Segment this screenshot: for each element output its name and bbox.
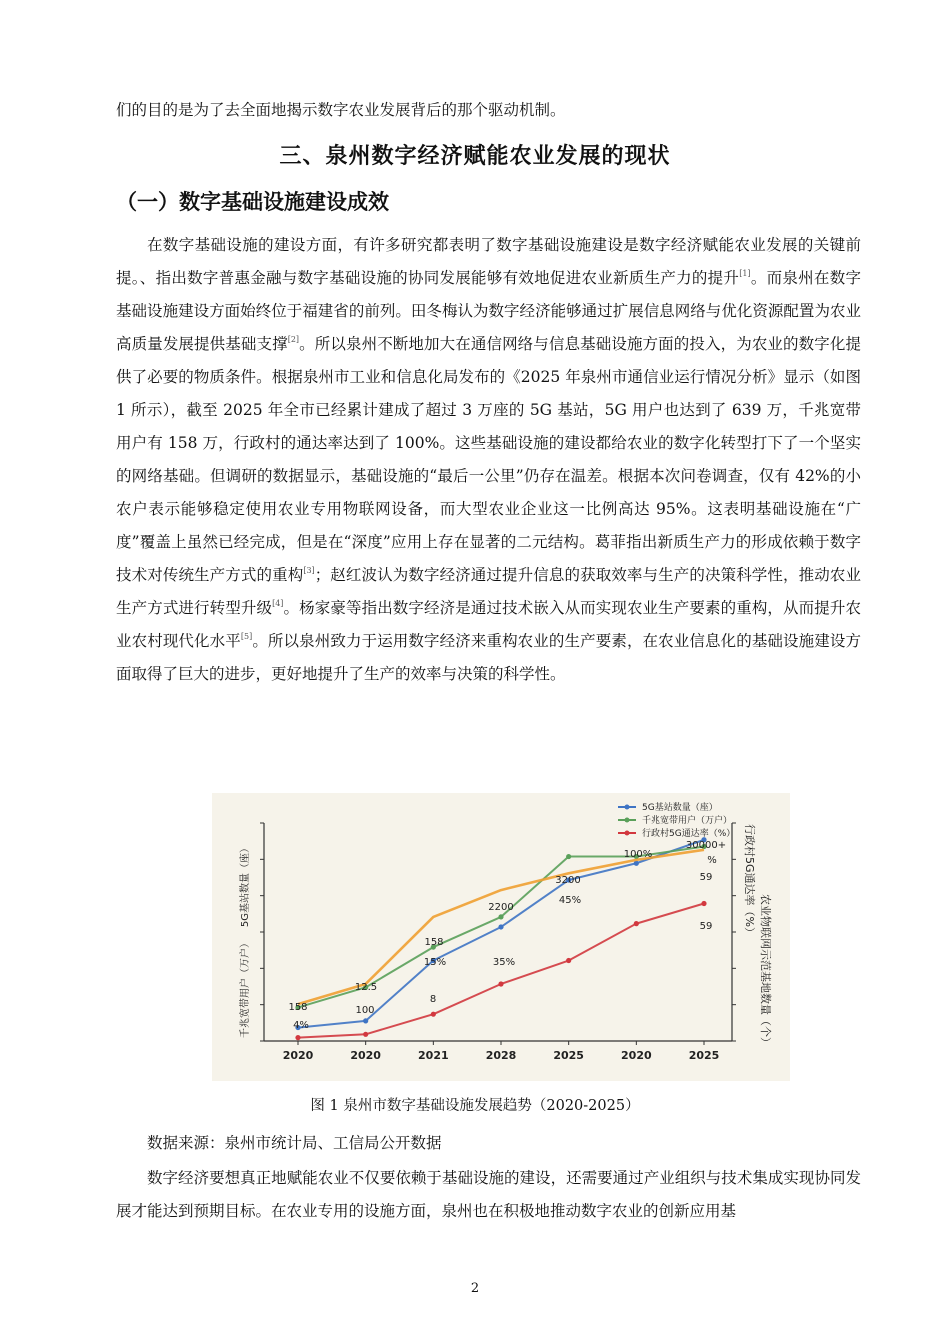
legend-marker	[625, 831, 630, 836]
data-point-3	[431, 1012, 436, 1017]
paragraph-text: 。而泉州在数字基础设施建设方面始终位于福建省的前列。田冬梅认为数字经济能够通过扩展信息网络与优化资源配置为农业高质量发展提供基础支撑	[116, 269, 861, 353]
data-label: 12.5	[354, 982, 378, 993]
y-axis-label-left-2: 千兆宽带用户（万户）	[240, 938, 251, 1038]
data-point-1	[498, 924, 503, 929]
x-tick-label: 2020	[282, 1049, 314, 1062]
data-point-3	[295, 1035, 300, 1040]
data-label: 59	[699, 872, 713, 883]
data-point-2	[566, 854, 571, 859]
chart-figure	[212, 793, 790, 1081]
data-label: 158	[288, 1002, 308, 1013]
paragraph-text: 在数字基础设施的建设方面，有许多研究都表明了数字基础设施建设是数字经济赋能农业发展的关键前提。、指出数字普惠金融与数字基础设施的协同发展能够有效地促进农业新质生产力的提升	[116, 236, 861, 287]
x-tick-label: 2020	[350, 1049, 381, 1062]
data-label: 100	[355, 1005, 375, 1016]
legend-label: 5G基站数量（座）	[642, 803, 718, 813]
paragraph-text: 。杨家豪等指出数字经济是通过技术嵌入从而实现农业生产要素的重构，从而提升农业农村现代化水平	[116, 599, 861, 650]
x-tick-label: 2020	[621, 1049, 652, 1062]
data-point-3	[634, 921, 639, 926]
series-line-3	[298, 903, 704, 1037]
data-label: 8	[429, 994, 437, 1005]
data-label: 59	[699, 921, 713, 932]
x-tick-label: 2021	[418, 1049, 449, 1062]
data-point-2	[498, 914, 503, 919]
data-label: 2200	[488, 902, 514, 913]
body-text-continuation: 们的目的是为了去全面地揭示数字农业发展背后的那个驱动机制。	[116, 101, 566, 119]
data-point-1	[363, 1018, 368, 1023]
body-paragraph-2: 数字经济要想真正地赋能农业不仅要依赖于基础设施的建设，还需要通过产业组织与技术集成实现协同发展才能达到预期目标。在农业专用的设施方面，泉州也在积极地推动数字农业的创新应用基	[116, 1169, 861, 1220]
data-point-3	[701, 901, 706, 906]
x-tick-label: 2025	[688, 1049, 720, 1062]
data-point-3	[566, 958, 571, 963]
data-label: 4%	[293, 1020, 309, 1031]
subsection-heading: （一）数字基础设施建设成效	[116, 190, 389, 214]
data-label: 158	[424, 937, 444, 948]
line-chart	[212, 793, 790, 1081]
body-paragraph-1	[116, 229, 861, 691]
data-source-note: 数据来源：泉州市统计局、工信局公开数据	[147, 1134, 442, 1152]
legend-marker	[625, 805, 630, 810]
data-label: 35%	[492, 957, 516, 968]
figure-caption: 图 1 泉州市数字基础设施发展趋势（2020-2025）	[310, 1098, 640, 1114]
data-label: 3200	[555, 875, 581, 886]
y-axis-label-right-1: 行政村5G通达率（%）	[743, 824, 756, 938]
citation-ref: [5]	[240, 632, 253, 641]
citation-ref: [4]	[272, 599, 284, 608]
data-label: 45%	[558, 895, 582, 906]
page-number: 2	[470, 1281, 480, 1296]
data-label: %	[707, 855, 717, 866]
y-axis-label-left-1: 5G基站数量（座）	[240, 842, 251, 928]
x-tick-label: 2025	[553, 1049, 584, 1062]
legend-label: 行政村5G通达率（%）	[642, 829, 736, 839]
paragraph-text: ；赵红波认为数字经济通过提升信息的获取效率与生产的决策科学性，推动农业生产方式进行转型升级	[116, 566, 861, 617]
data-point-3	[363, 1032, 368, 1037]
paragraph-text: 。所以泉州不断地加大在通信网络与信息基础设施方面的投入，为农业的数字化提供了必要的物质条件。根据泉州市工业和信息化局发布的《2025 年泉州市通信业运行情况分析》显示（如图 1 所示），截至 2025 年全市已经累计建成了超过 3 万座的 5G 基站，5G 用户也达到了 639 万，千兆宽带用户有 158 万，行政村的通达率达到了 100%。这些基础设施的建设都给农业的数字化转型打下了一个坚实的网络基础。但调研的数据显示，基础设施的“最后一公里”仍存在温差。根据本次问卷调查，仅有 42%的小农户表示能够稳定使用农业专用物联网设备，而大型农业企业这一比例高达 95%。这表明基础设施在“广度”覆盖上虽然已经完成，但是在“深度”应用上存在显著的二元结构。葛菲指出新质生产力的形成依赖于数字技术对传统生产方式的重构	[116, 335, 861, 584]
legend-marker	[625, 818, 630, 823]
y-axis-label-right-2: 农业物联网示范基地数量（个）	[759, 894, 772, 1048]
paragraph-text: 。所以泉州致力于运用数字经济来重构农业的生产要素，在农业信息化的基础设施建设方面取得了巨大的进步，更好地提升了生产的效率与决策的科学性。	[116, 632, 861, 683]
section-heading: 三、泉州数字经济赋能农业发展的现状	[279, 144, 671, 169]
legend-label: 千兆宽带用户（万户）	[642, 816, 733, 826]
data-label: 15%	[423, 957, 447, 968]
data-point-3	[498, 981, 503, 986]
data-label: 100%	[623, 849, 653, 860]
citation-ref: [2]	[287, 335, 300, 344]
x-tick-label: 2028	[485, 1049, 517, 1062]
data-label: 30000+	[685, 840, 727, 851]
series-line-1	[298, 840, 704, 1028]
citation-ref: [3]	[303, 566, 315, 575]
citation-ref: [1]	[739, 269, 751, 278]
